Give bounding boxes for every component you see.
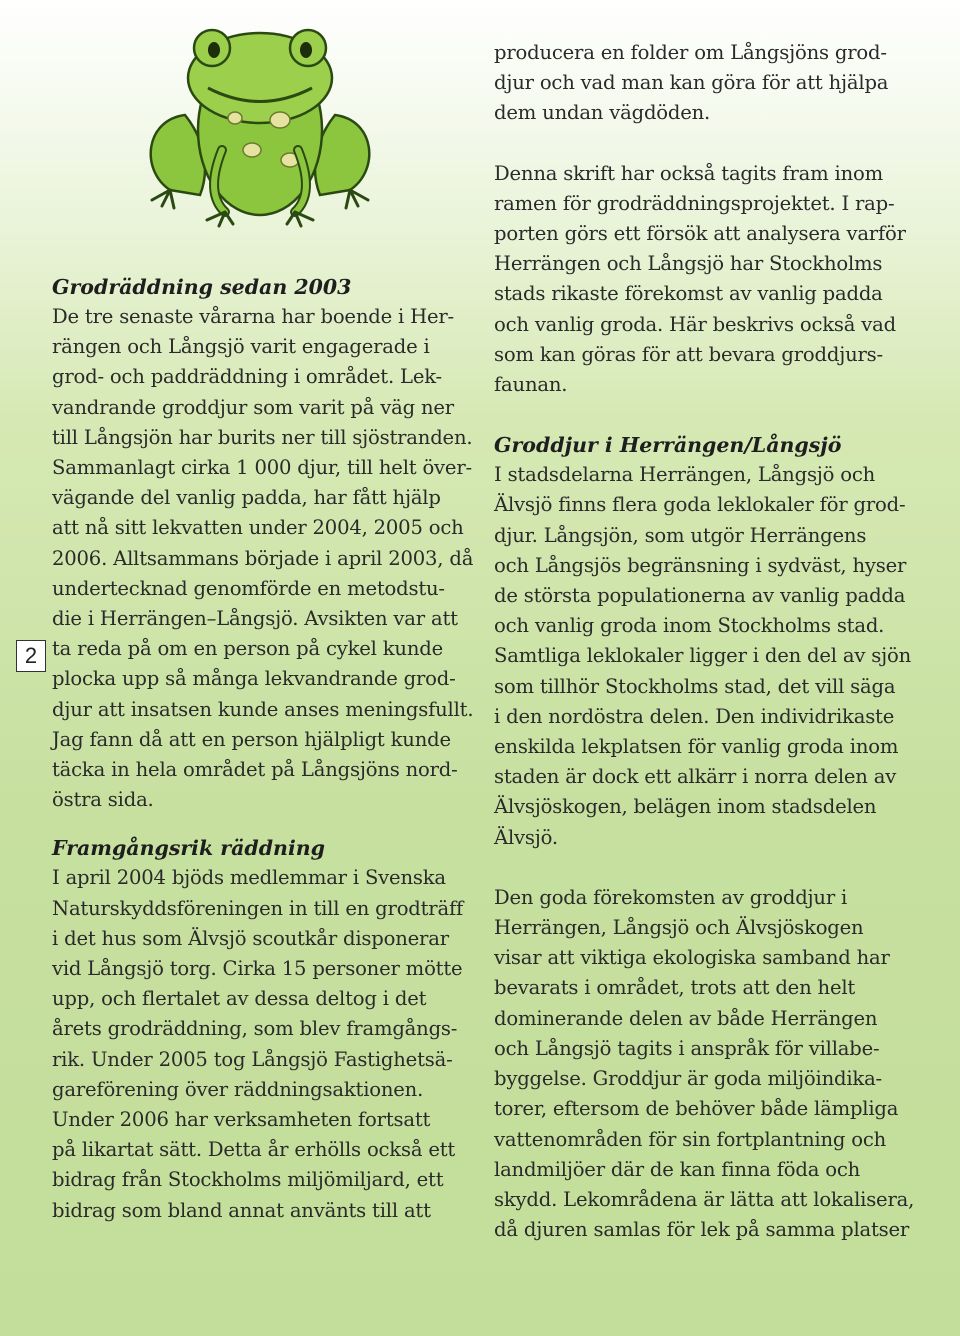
text-line: gareförening över räddningsaktionen. [52,1077,424,1101]
paragraph [494,38,924,129]
text-line: I stadsdelarna Herrängen, Långsjö och [494,463,876,487]
text-line: vid Långsjö torg. Cirka 15 personer mötte [52,957,463,981]
text-line: plocka upp så många lekvandrande grod- [52,667,456,691]
text-line: de största populationerna av vanlig padda [494,584,906,608]
text-line: och vanlig groda. Här beskrivs också vad [494,312,896,336]
text-line: I april 2004 bjöds medlemmar i Svenska [52,866,446,890]
text-line: vattenområden för sin fortplantning och [494,1127,887,1151]
text-line: till Långsjön har burits ner till sjöstranden. [52,425,473,449]
text-line: djur. Långsjön, som utgör Herrängens [494,523,867,547]
text-line: undertecknad genomförde en metodstu- [52,576,445,600]
text-line: och vanlig groda inom Stockholms stad. [494,614,885,638]
text-line: årets grodräddning, som blev framgångs- [52,1017,458,1041]
text-line: producera en folder om Långsjöns grod- [494,41,887,64]
text-line: att nå sitt lekvatten under 2004, 2005 och [52,516,464,540]
paragraph [494,460,924,853]
text-line: som tillhör Stockholms stad, det vill säga [494,674,896,698]
text-line: rängen och Långsjö varit engagerade i [52,335,430,359]
text-line: och Långsjö tagits i anspråk för villabe- [494,1036,880,1060]
text-line: upp, och flertalet av dessa deltog i det [52,987,427,1011]
text-line: ta reda på om en person på cykel kunde [52,637,444,661]
paragraph [494,883,924,1245]
text-line: enskilda lekplatsen för vanlig groda inom [494,735,899,759]
text-line: Herrängen och Långsjö har Stockholms [494,252,883,276]
left-column [52,272,472,1226]
section-heading: Groddjur i Herrängen/Långsjö [494,433,842,458]
right-column [494,38,924,1245]
text-line: grod- och paddräddning i området. Lek- [52,365,442,389]
text-line: dem undan vägdöden. [494,101,711,125]
text-line: Herrängen, Långsjö och Älvsjöskogen [494,916,864,940]
text-line: Denna skrift har också tagits fram inom [494,161,883,185]
text-line: i den nordöstra delen. Den individrikaste [494,704,895,728]
text-line: landmiljöer där de kan finna föda och [494,1157,861,1181]
text-line: ramen för grodräddningsprojektet. I rap- [494,191,895,215]
text-line: på likartat sätt. Detta år erhölls också ett [52,1138,456,1162]
frog-illustration [130,0,390,250]
text-line: torer, eftersom de behöver både lämpliga [494,1097,899,1121]
text-line: i det hus som Älvsjö scoutkår disponerar [52,926,449,950]
text-line: bevarats i området, trots att den helt [494,976,856,1000]
paragraph [52,302,472,815]
text-line: De tre senaste vårarna har boende i Her- [52,305,454,328]
text-line: bidrag från Stockholms miljömiljard, ett [52,1168,444,1192]
text-line: då djuren samlas för lek på samma platser [494,1218,910,1242]
text-line: täcka in hela området på Långsjöns nord- [52,758,458,782]
text-line: skydd. Lekområdena är lätta att lokalisera, [494,1187,915,1211]
text-line: som kan göras för att bevara groddjurs- [494,342,883,366]
text-line: byggelse. Groddjur är goda miljöindika- [494,1067,882,1091]
text-line: djur och vad man kan göra för att hjälpa [494,71,889,95]
text-line: östra sida. [52,788,154,812]
text-line: bidrag som bland annat använts till att [52,1198,431,1222]
text-line: djur att insatsen kunde anses meningsfullt. [52,697,474,721]
text-line: rik. Under 2005 tog Långsjö Fastighetsä- [52,1047,453,1071]
page-number: 2 [16,640,46,672]
text-line: Under 2006 har verksamheten fortsatt [52,1108,431,1132]
text-line: dominerande delen av både Herrängen [494,1006,878,1030]
text-line: 2006. Alltsammans började i april 2003, då [52,546,474,570]
text-line: vandrande groddjur som varit på väg ner [52,395,454,419]
paragraph [52,863,472,1225]
text-line: Den goda förekomsten av groddjur i [494,885,848,909]
text-line: stads rikaste förekomst av vanlig padda [494,282,883,306]
text-line: Sammanlagt cirka 1 000 djur, till helt över- [52,456,472,480]
text-line: Samtliga leklokaler ligger i den del av sjön [494,644,912,668]
text-line: Naturskyddsföreningen in till en grodträff [52,896,464,920]
text-line: faunan. [494,373,568,397]
text-line: vägande del vanlig padda, har fått hjälp [52,486,441,510]
text-line: Älvsjö. [494,825,558,849]
text-line: staden är dock ett alkärr i norra delen av [494,765,897,789]
text-line: visar att viktiga ekologiska samband har [494,946,890,970]
paragraph [494,159,924,401]
section-heading: Grodräddning sedan 2003 [52,275,352,299]
section-heading: Framgångsrik räddning [52,836,325,861]
text-line: die i Herrängen–Långsjö. Avsikten var att [52,607,458,631]
text-line: Älvsjöskogen, belägen inom stadsdelen [494,795,877,819]
text-line: porten görs ett försök att analysera varför [494,222,906,246]
text-line: Jag fann då att en person hjälpligt kunde [52,727,451,751]
text-line: och Långsjös begränsning i sydväst, hyser [494,553,907,577]
text-line: Älvsjö finns flera goda leklokaler för grod- [494,493,906,517]
